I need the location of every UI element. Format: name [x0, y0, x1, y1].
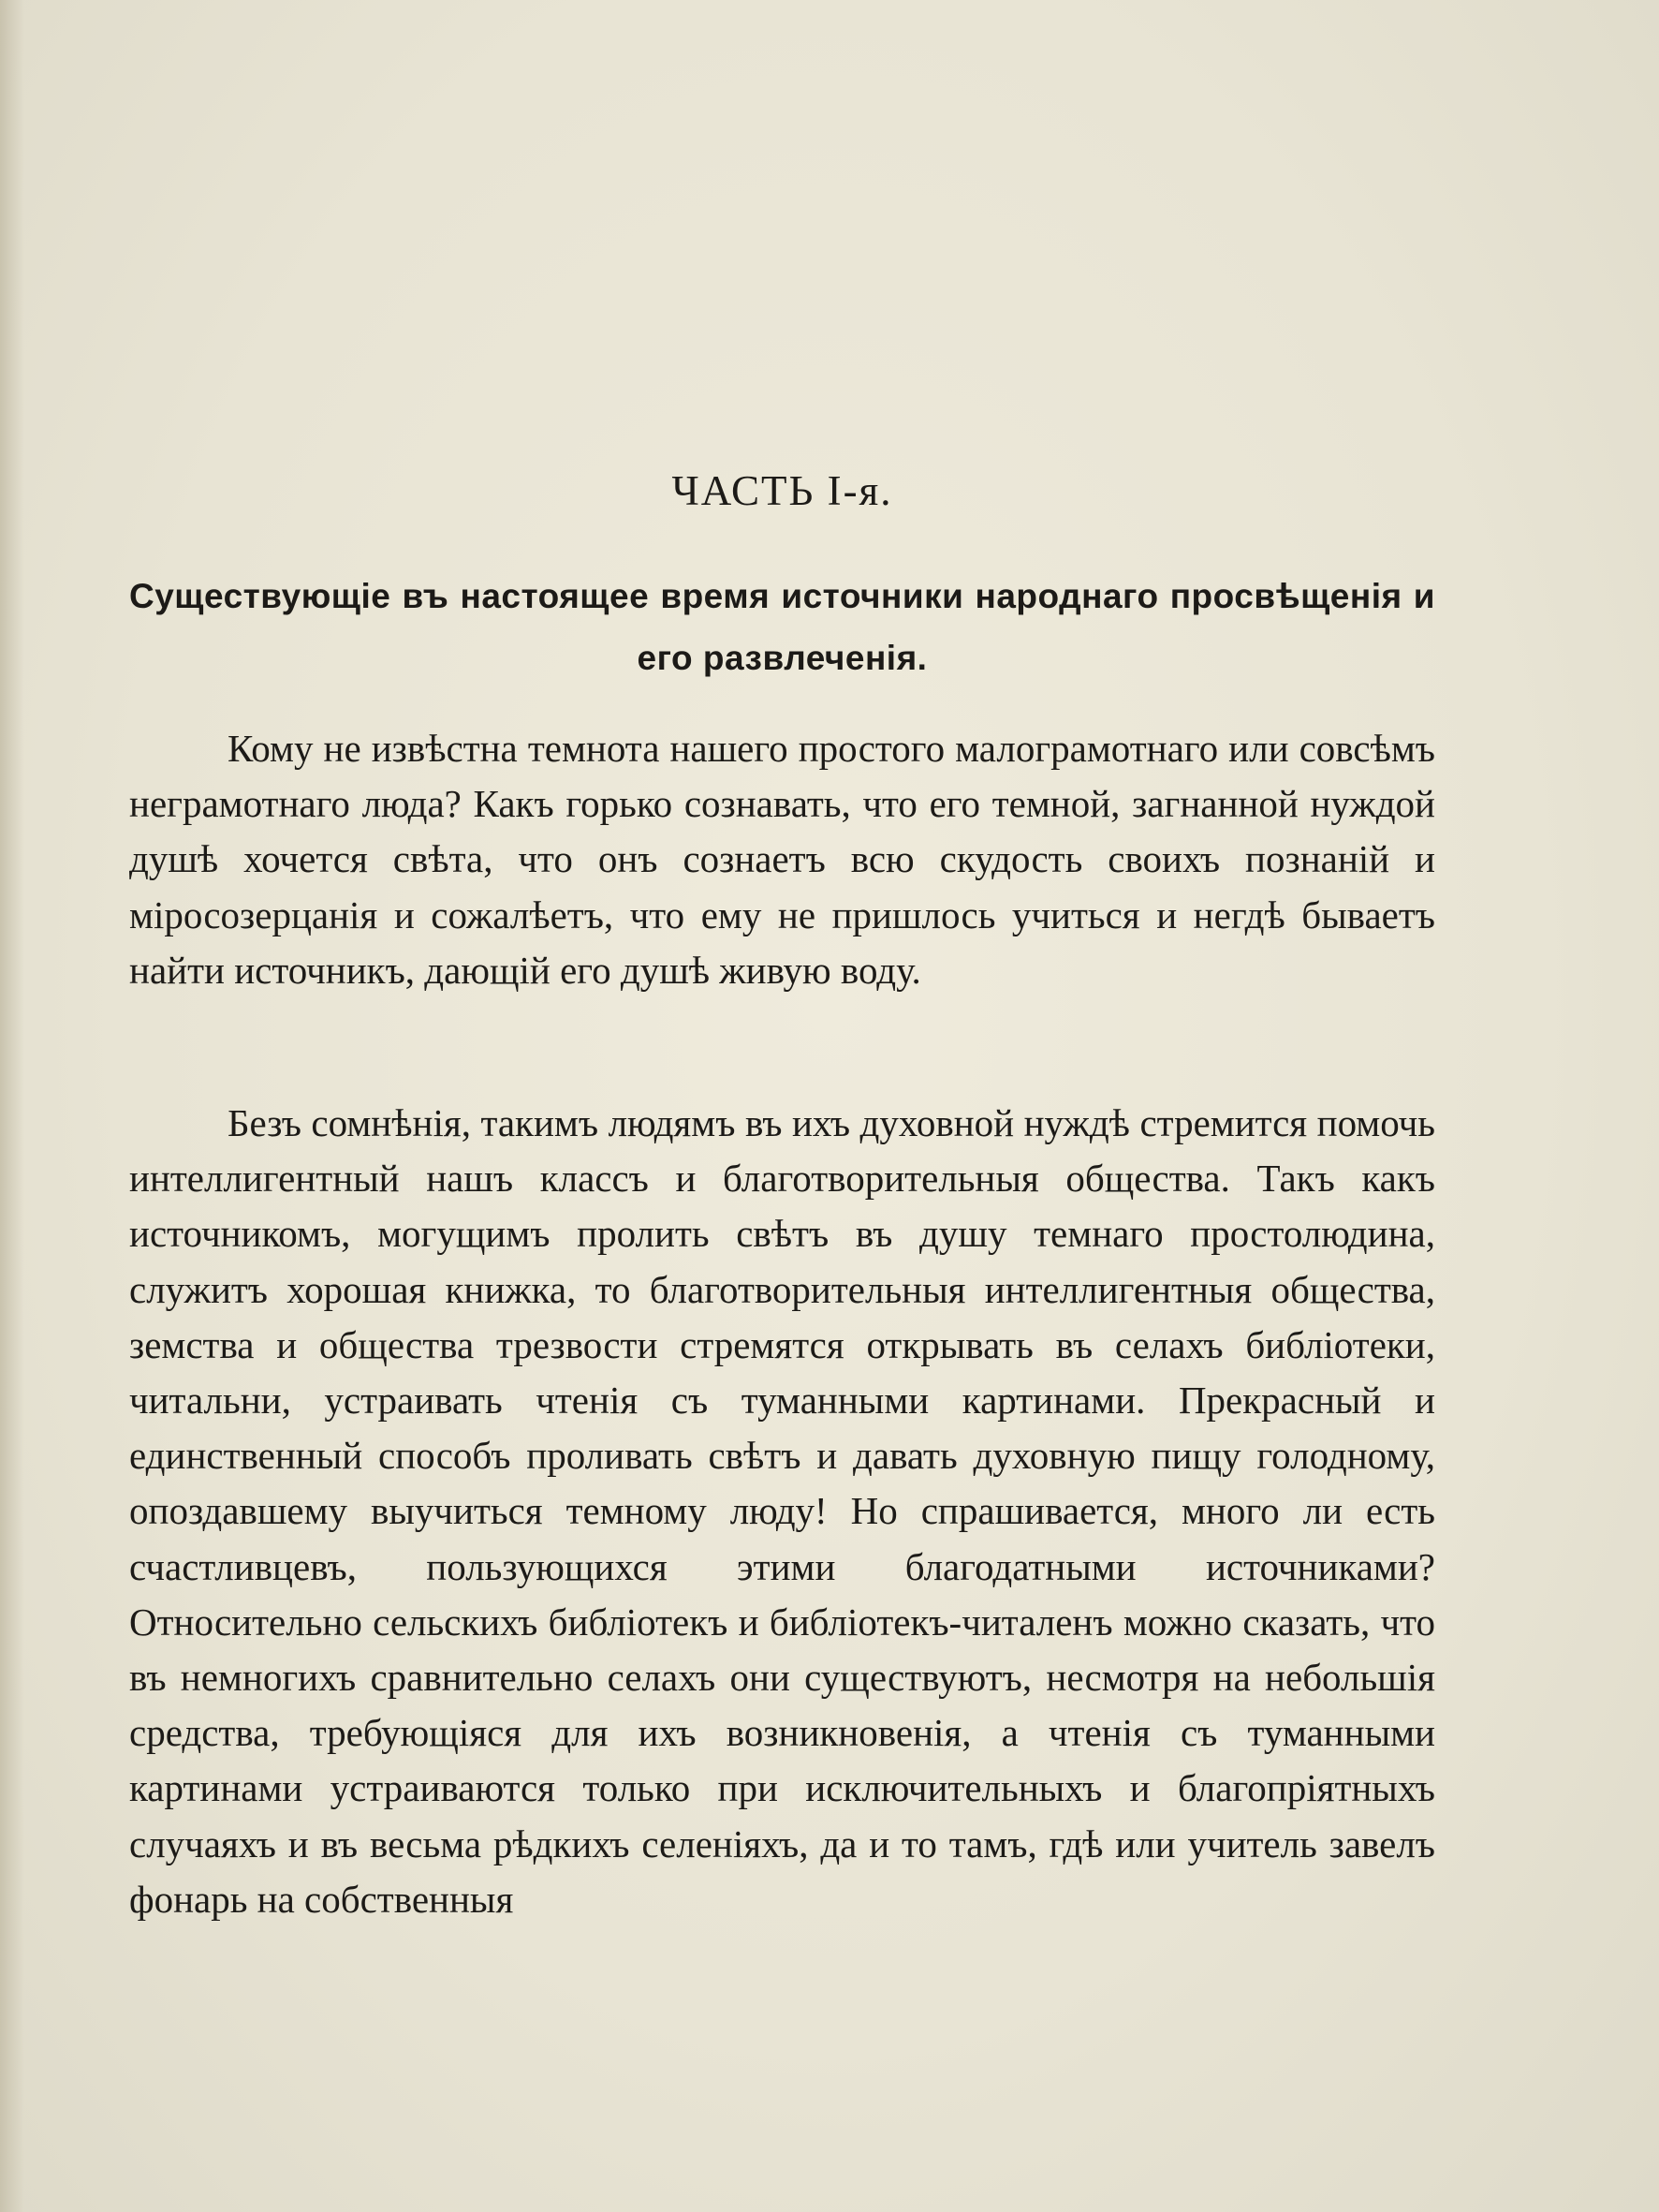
paragraph-2: [129, 1096, 1435, 1927]
paragraph-2-text: Безъ сомнѣнія, такимъ людямъ въ ихъ духовной нуждѣ стремится помочь интеллигентный нашъ классъ и благотворительныя общества. Такъ какъ источникомъ, могущимъ пролить свѣтъ въ душу темнаго простолюдина, служитъ хорошая книжка, то благотворительныя интеллигентныя общества, земства и общества трезвости стремятся открывать въ селахъ библіотеки, читальни, устраивать чтенія съ туманными картинами. Прекрасный и единственный способъ проливать свѣтъ и давать духовную пищу голодному, опоздавшему выучиться темному люду! Но спрашивается, много ли есть счастливцевъ, пользующихся этими благодатными источниками? Относительно сельскихъ библіотекъ и библіотекъ-читаленъ можно сказать, что въ немногихъ сравнительно селахъ они существуютъ, несмотря на небольшія средства, требующіяся для ихъ возникновенія, а чтенія съ туманными картинами устраиваются только при исключительныхъ и благопріятныхъ случаяхъ и въ весьма рѣдкихъ селеніяхъ, да и то тамъ, гдѣ или учитель завелъ фонарь на собственныя: [129, 1101, 1435, 1921]
paragraph-1: [129, 721, 1435, 998]
paragraph-1-text: Кому не извѣстна темнота нашего простого малограмотнаго или совсѣмъ неграмотнаго люда? Какъ горько сознавать, что его темной, загнанной нуждой душѣ хочется свѣта, что онъ сознаетъ всю скудость своихъ познаній и міросозерцанія и сожалѣетъ, что ему не пришлось учиться и негдѣ бываетъ найти источникъ, дающій его душѣ живую воду.: [129, 727, 1435, 992]
section-heading: Существующіе въ настоящее время источники народнаго просвѣщенія и его развлеченія.: [129, 577, 1435, 677]
page-binding-shadow: [0, 0, 24, 2212]
part-title: ЧАСТЬ I-я.: [671, 467, 893, 514]
